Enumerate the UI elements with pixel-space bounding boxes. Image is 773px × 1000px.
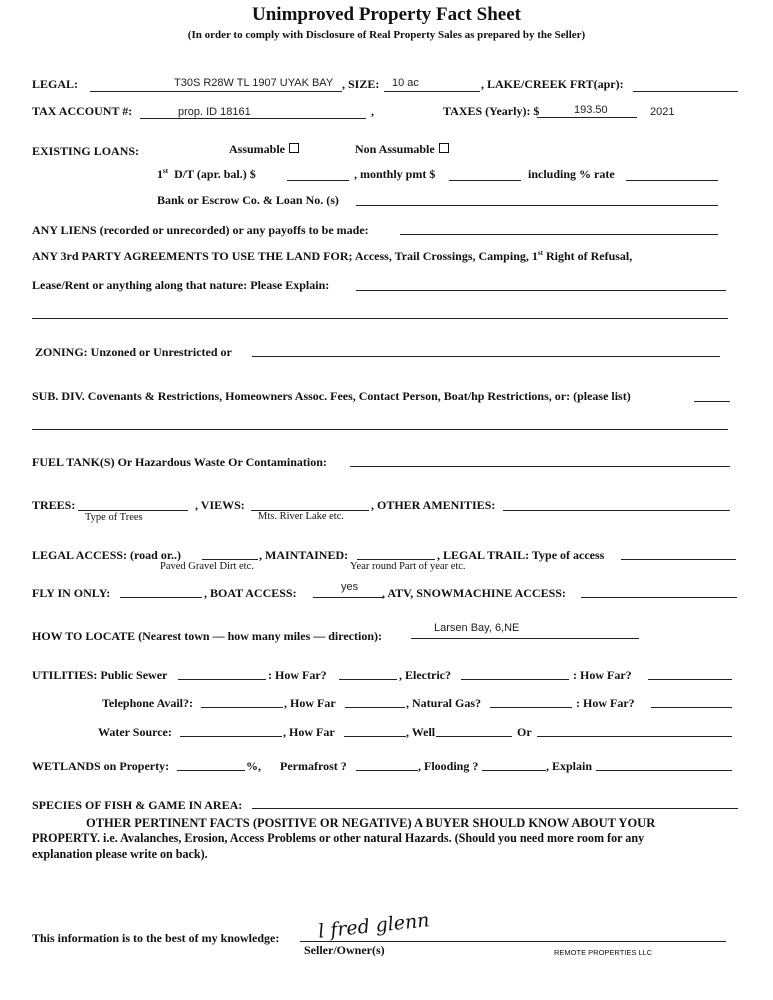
loans-label: EXISTING LOANS: xyxy=(32,144,140,158)
fuel-label: FUEL TANK(S) Or Hazardous Waste Or Contamination: xyxy=(32,455,327,469)
subdiv-label: SUB. DIV. Covenants & Restrictions, Homeowners Assoc. Fees, Contact Person, Boat/hp Restrictions, or: (please list) xyxy=(32,389,631,403)
signature-line[interactable] xyxy=(300,941,726,942)
wetlands-pct: %, xyxy=(246,759,261,773)
company-name: REMOTE PROPERTIES LLC xyxy=(554,948,653,957)
boat-access-label: , BOAT ACCESS: xyxy=(204,586,297,600)
gas-how-far-line[interactable] xyxy=(651,707,732,708)
subdiv-line-2[interactable] xyxy=(32,429,728,430)
sewer-line[interactable] xyxy=(178,679,266,680)
seller-owner-label: Seller/Owner(s) xyxy=(304,943,385,957)
trees-hint: Type of Trees xyxy=(85,512,143,523)
phone-how-far-label: , How Far xyxy=(284,696,336,710)
boat-access-value: yes xyxy=(341,581,359,593)
legal-access-label: LEGAL ACCESS: (road or..) xyxy=(32,548,182,562)
seller-signature: l fred glenn xyxy=(317,909,431,943)
tax-account-label: TAX ACCOUNT #: xyxy=(32,104,133,118)
rate-label: including % rate xyxy=(528,167,615,181)
fly-in-line[interactable] xyxy=(120,597,202,598)
subdiv-line-1[interactable] xyxy=(694,401,730,402)
locate-value: Larsen Bay, 6,NE xyxy=(434,622,520,634)
knowledge-label: This information is to the best of my knowledge: xyxy=(32,931,280,945)
size-label: , SIZE: xyxy=(342,77,380,91)
well-line[interactable] xyxy=(436,736,512,737)
trees-label: TREES: xyxy=(32,498,76,512)
agreements-explain-label: Lease/Rent or anything along that nature: Please Explain: xyxy=(32,278,330,292)
water-or-line[interactable] xyxy=(537,736,732,737)
assumable-option[interactable] xyxy=(229,142,299,157)
water-line[interactable] xyxy=(180,736,282,737)
flooding-label: , Flooding ? xyxy=(418,759,479,773)
amenities-label: , OTHER AMENITIES: xyxy=(371,498,496,512)
gas-line[interactable] xyxy=(490,707,572,708)
electric-how-far-label: : How Far? xyxy=(573,668,632,682)
wetlands-line[interactable] xyxy=(177,770,245,771)
locate-label: HOW TO LOCATE (Nearest town — how many miles — direction): xyxy=(32,629,383,643)
liens-label: ANY LIENS (recorded or unrecorded) or any payoffs to be made: xyxy=(32,223,369,237)
electric-line[interactable] xyxy=(461,679,569,680)
sewer-how-far-line[interactable] xyxy=(339,679,397,680)
tax-account-line[interactable] xyxy=(140,118,366,119)
electric-how-far-line[interactable] xyxy=(648,679,732,680)
taxes-label: TAXES (Yearly): $ xyxy=(443,104,540,118)
sewer-label: UTILITIES: Public Sewer xyxy=(32,668,168,682)
tax-year: 2021 xyxy=(650,106,675,118)
maintained-line[interactable] xyxy=(357,559,435,560)
legal-label: LEGAL: xyxy=(32,77,79,91)
gas-how-far-label: : How Far? xyxy=(576,696,635,710)
taxes-line[interactable] xyxy=(537,117,637,118)
monthly-pmt-line[interactable] xyxy=(449,180,521,181)
water-how-far-line[interactable] xyxy=(344,736,406,737)
lake-label: , LAKE/CREEK FRT(apr): xyxy=(481,77,624,91)
non-assumable-label: Non Assumable xyxy=(355,142,435,156)
taxes-value: 193.50 xyxy=(574,104,608,116)
permafrost-label: Permafrost ? xyxy=(280,759,347,773)
dt-balance-line[interactable] xyxy=(287,180,349,181)
explain-label: , Explain xyxy=(546,759,593,773)
phone-line[interactable] xyxy=(201,707,283,708)
legal-trail-label: , LEGAL TRAIL: Type of access xyxy=(437,548,605,562)
agreements-line-2[interactable] xyxy=(32,318,728,319)
bank-line[interactable] xyxy=(356,205,718,206)
phone-label: Telephone Avail?: xyxy=(102,696,194,710)
well-label: , Well xyxy=(406,725,436,739)
non-assumable-option[interactable] xyxy=(355,142,449,157)
atv-label: , ATV, SNOWMACHINE ACCESS: xyxy=(382,586,566,600)
fly-in-label: FLY IN ONLY: xyxy=(32,586,111,600)
tax-account-value: prop. ID 18161 xyxy=(178,106,251,118)
electric-label: , Electric? xyxy=(399,668,451,682)
bank-label: Bank or Escrow Co. & Loan No. (s) xyxy=(157,193,339,207)
page-title: Unimproved Property Fact Sheet xyxy=(252,4,521,25)
wetlands-label: WETLANDS on Property: xyxy=(32,759,170,773)
species-label: SPECIES OF FISH & GAME IN AREA: xyxy=(32,798,243,812)
maintained-hint: Year round Part of year etc. xyxy=(350,561,466,572)
maintained-label: , MAINTAINED: xyxy=(259,548,349,562)
tax-comma: , xyxy=(371,104,374,118)
monthly-pmt-label: , monthly pmt $ xyxy=(354,167,436,181)
other-facts-line-1: OTHER PERTINENT FACTS (POSITIVE OR NEGATIVE) A BUYER SHOULD KNOW ABOUT YOUR xyxy=(86,816,656,830)
legal-line[interactable] xyxy=(90,91,342,92)
species-line[interactable] xyxy=(252,808,738,809)
size-value: 10 ac xyxy=(392,77,419,89)
page-subtitle: (In order to comply with Disclosure of Real Property Sales as prepared by the Seller) xyxy=(187,29,586,41)
views-hint: Mts. River Lake etc. xyxy=(258,511,345,522)
boat-access-line[interactable] xyxy=(313,597,383,598)
amenities-line[interactable] xyxy=(503,510,730,511)
road-hint: Paved Gravel Dirt etc. xyxy=(160,561,254,572)
zoning-line[interactable] xyxy=(252,356,720,357)
non-assumable-checkbox[interactable] xyxy=(439,143,449,153)
zoning-label: ZONING: Unzoned or Unrestricted or xyxy=(35,345,232,359)
gas-label: , Natural Gas? xyxy=(406,696,481,710)
agreements-label: ANY 3rd PARTY AGREEMENTS TO USE THE LAND FOR; Access, Trail Crossings, Camping, 1st Right of Refusal, xyxy=(32,249,633,263)
assumable-checkbox[interactable] xyxy=(289,143,299,153)
phone-how-far-line[interactable] xyxy=(345,707,405,708)
sewer-how-far-label: : How Far? xyxy=(268,668,327,682)
water-how-far-label: , How Far xyxy=(283,725,335,739)
other-facts-line-2: PROPERTY. i.e. Avalanches, Erosion, Access Problems or other natural Hazards. (Should you need more room for any xyxy=(32,831,645,845)
other-facts-line-3: explanation please write on back). xyxy=(32,847,208,861)
legal-value: T30S R28W TL 1907 UYAK BAY xyxy=(174,77,334,89)
explain-line[interactable] xyxy=(596,770,732,771)
agreements-line-1[interactable] xyxy=(356,290,726,291)
liens-line[interactable] xyxy=(400,234,718,235)
trees-line[interactable] xyxy=(78,510,188,511)
fuel-line[interactable] xyxy=(350,466,730,467)
legal-trail-line[interactable] xyxy=(621,559,736,560)
atv-line[interactable] xyxy=(581,597,737,598)
lake-line[interactable] xyxy=(633,91,738,92)
size-line[interactable] xyxy=(384,91,480,92)
legal-access-line[interactable] xyxy=(202,559,258,560)
locate-line[interactable] xyxy=(411,638,639,639)
rate-line[interactable] xyxy=(626,180,718,181)
first-dt-label: 1st D/T (apr. bal.) $ xyxy=(157,167,256,181)
assumable-label: Assumable xyxy=(229,142,286,156)
views-label: , VIEWS: xyxy=(195,498,245,512)
flooding-line[interactable] xyxy=(482,770,546,771)
water-label: Water Source: xyxy=(98,725,172,739)
permafrost-line[interactable] xyxy=(356,770,418,771)
or-label: Or xyxy=(517,725,532,739)
